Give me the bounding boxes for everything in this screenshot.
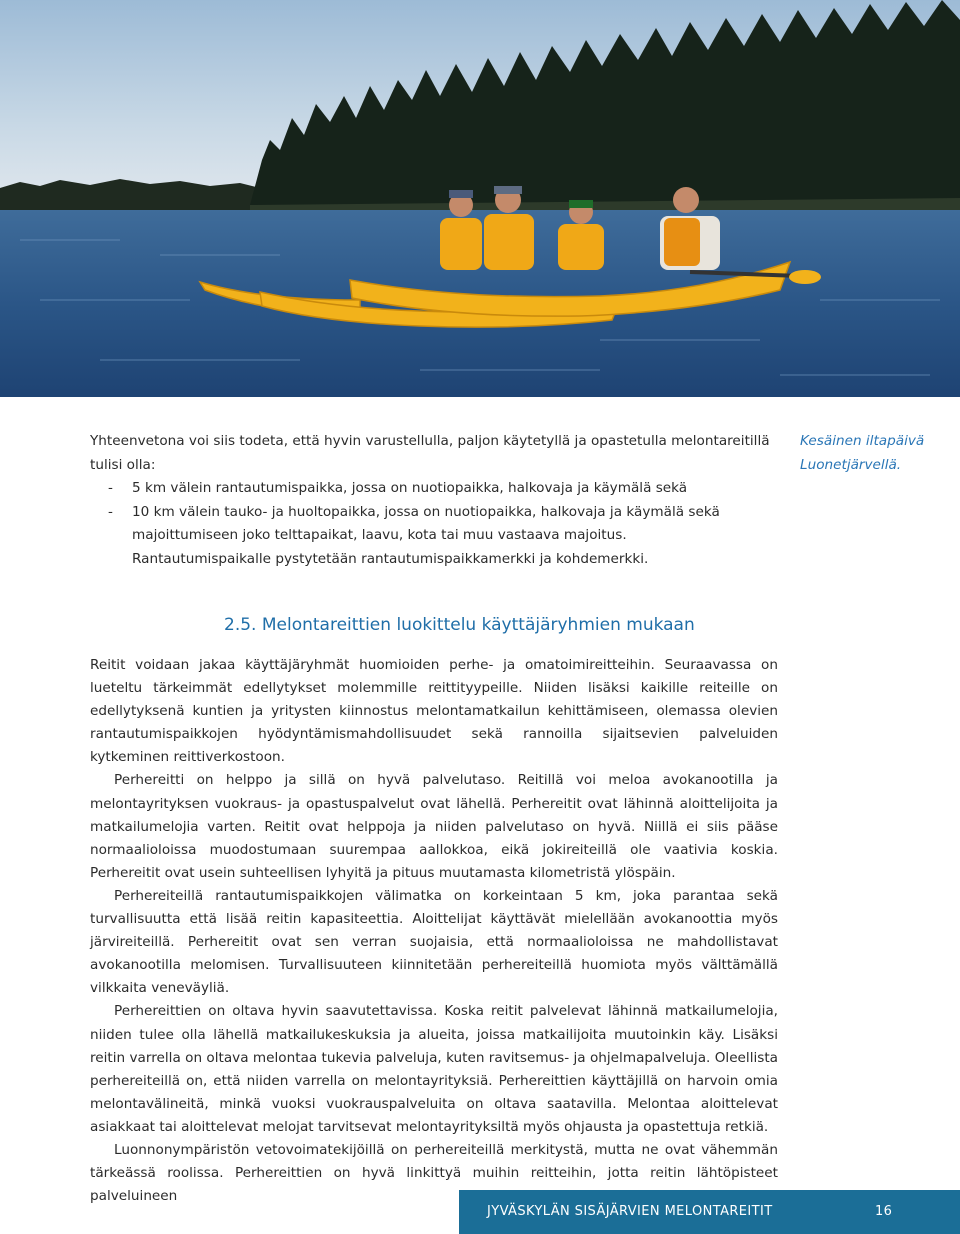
paragraph: Reitit voidaan jakaa käyttäjäryhmät huomioiden perhe- ja omatoimireitteihin. Seuraavassa on lueteltu tärkeimmät edellytykset molemmille reittityypeille. Niiden lisäksi kaikille reiteille on edellytyksenä kuntien ja yritysten kiinnostus melontamatkailun kehittämiseen, olemassa olevien rantautumispaikkojen hyödyntämismahdollisuudet sekä rannoilla sijaitsevien palveluiden kytkeminen reittiverkostoon.	[90, 657, 778, 766]
list-marker: -	[108, 480, 113, 496]
paragraph: Perhereiteillä rantautumispaikkojen välimatka on korkeintaan 5 km, joka parantaa sekä turvallisuutta että lisää reitin kapasiteettia. Aloittelijat käyttävät mielellään avokanoottia myös järvireiteillä. Perhereitit ovat sen verran suojaisia, että normaalioloissa ne mahdollistavat avokanootilla melomisen. Turvallisuuteen kiinnitetään perhereiteillä huomiota myös välttämällä vilkkaita veneväyliä.	[90, 887, 778, 997]
section-heading: 2.5. Melontareittien luokittelu käyttäjäryhmien mukaan	[224, 615, 695, 635]
list-marker: -	[108, 503, 113, 520]
list-item-text: 10 km välein tauko- ja huoltopaikka, jossa on nuotiopaikka, halkovaja ja käymälä sekä majoittumiseen joko telttapaikat, laavu, kota tai muu vastaava majoitus.	[132, 503, 720, 543]
list-item	[90, 477, 780, 501]
list-item-text: 5 km välein rantautumispaikka, jossa on nuotiopaikka, halkovaja ja käymälä sekä	[132, 480, 688, 496]
list-item	[90, 501, 780, 548]
paragraph: Perhereittien on oltava hyvin saavutettavissa. Koska reitit palvelevat lähinnä matkailumelojia, niiden tulee olla lähellä matkailukeskuksia ja alueita, joissa matkailijoita muutoinkin käy. Lisäksi reitin varrella on oltava melontaa tukevia palveluja, kuten ravitsemus- ja ohjelmapalveluja. Oleellista perhereiteillä on, että niiden varrella on melontayrityksiä. Perhereittien käyttäjillä on harvoin omia melontavälineitä, minkä vuoksi vuokrauspalveluita on oltava saatavilla. Melontaa aloittelevat asiakkaat tai aloittelevat melojat tarvitsevat melontayrityksiltä myös ohjausta ja opastettuja retkiä.	[90, 1003, 778, 1135]
page-number: 16	[875, 1204, 893, 1219]
kayak-photo	[0, 0, 960, 397]
lake-kayakers-illustration	[0, 0, 960, 397]
paragraph: Perhereitti on helppo ja sillä on hyvä palvelutaso. Reitillä voi meloa avokanootilla ja melontayrityksen vuokraus- ja opastuspalvelut ovat lähellä. Perhereitit ovat lähinnä aloittelijoita ja matkailumelojia varten. Reitit ovat helppoja ja niiden palvelutaso on hyvä. Niillä ei siis pääse normaalioloissa muodostumaan suurempaa aallokkoa, eikä jokireiteillä ole vaativia koskia. Perhereitit ovat usein suhteellisen lyhyitä ja pituus muutamasta kilometristä ylöspäin.	[90, 772, 778, 881]
section-body	[90, 654, 778, 1208]
footer-title: JYVÄSKYLÄN SISÄJÄRVIEN MELONTAREITIT	[487, 1204, 773, 1219]
intro-text	[90, 430, 780, 571]
footer-bar	[459, 1190, 960, 1234]
intro-lead: Yhteenvetona voi siis todeta, että hyvin varustellulla, paljon käytetyllä ja opastetulla melontareitillä tulisi olla:	[90, 433, 770, 473]
intro-closing: Rantautumispaikalle pystytetään rantautumispaikkamerkki ja kohdemerkki.	[132, 550, 649, 567]
paragraph: Luonnonympäristön vetovoimatekijöillä on perhereiteillä merkitystä, mutta ne ovat vähemmän tärkeässä roolissa. Perhereittien on hyvä linkittyä muihin reitteihin, jotta reitin lähtöpisteet palveluineen	[90, 1141, 778, 1205]
photo-caption: Kesäinen iltapäivä Luonetjärvellä.	[800, 433, 925, 473]
